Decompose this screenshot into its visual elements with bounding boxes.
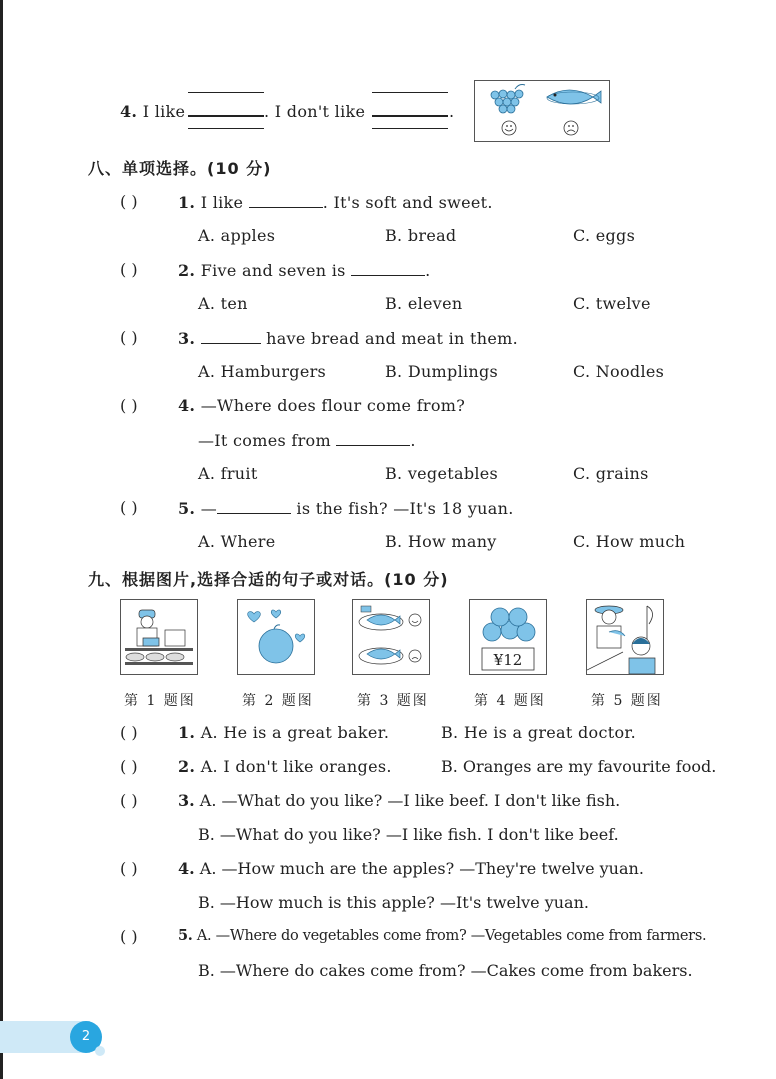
s8-q4-line2 xyxy=(198,430,416,450)
answer-bracket[interactable]: ( ) xyxy=(120,927,138,946)
option-b[interactable]: B. —Where do cakes come from? —Cakes come from bakers. xyxy=(198,961,693,980)
q4-text2: . I don't like xyxy=(264,102,366,121)
caption-5: 第 5 题图 xyxy=(591,693,663,709)
stem-post: . It's soft and sweet. xyxy=(322,193,493,212)
option-b[interactable]: B. eleven xyxy=(385,294,463,313)
stem-pre: I like xyxy=(200,193,244,212)
q4-text1: I like xyxy=(142,102,186,121)
stem-pre: —Where does flour come from? xyxy=(200,396,466,415)
s8-q1-stem xyxy=(178,192,493,212)
q4-number: 4. xyxy=(120,102,138,121)
s8-q3-stem xyxy=(178,328,518,348)
beef-fish-icon xyxy=(353,600,429,674)
option-a: A. —Where do vegetables come from? —Vegetables come from farmers. xyxy=(196,928,707,944)
page-number: 2 xyxy=(70,1021,102,1053)
fill-blank[interactable] xyxy=(217,498,291,514)
footer-dot xyxy=(95,1046,105,1056)
fill-blank[interactable] xyxy=(249,192,323,208)
stem-line2-post: . xyxy=(410,431,416,450)
fill-blank[interactable] xyxy=(351,260,425,276)
option-b[interactable]: B. Dumplings xyxy=(385,362,499,381)
s9-q4-a[interactable] xyxy=(178,859,644,878)
apples-icon xyxy=(470,600,546,674)
question-number: 4. xyxy=(178,859,195,878)
apples-picture xyxy=(469,599,547,675)
option-b[interactable]: B. bread xyxy=(385,226,457,245)
answer-bracket[interactable]: ( ) xyxy=(120,859,138,878)
answer-bracket[interactable]: ( ) xyxy=(120,396,138,415)
baker-picture xyxy=(120,599,198,675)
answer-line xyxy=(188,92,264,93)
price-tag: ¥12 xyxy=(493,651,523,669)
option-b[interactable]: B. —What do you like? —I like fish. I don't like beef. xyxy=(198,825,619,844)
stem-post: have bread and meat in them. xyxy=(266,329,518,348)
question-number: 2. xyxy=(178,261,196,280)
option-a[interactable]: A. fruit xyxy=(198,464,258,483)
answer-line xyxy=(188,115,264,117)
option-c[interactable]: C. twelve xyxy=(573,294,651,313)
stem-line2-pre: —It comes from xyxy=(198,431,331,450)
farmer-picture xyxy=(586,599,664,675)
s8-q5-stem xyxy=(178,498,514,518)
stem-pre: Five and seven is xyxy=(200,261,346,280)
question-number: 2. xyxy=(178,757,196,776)
answer-bracket[interactable]: ( ) xyxy=(120,498,138,517)
s9-q2-a[interactable] xyxy=(178,757,392,776)
orange-picture xyxy=(237,599,315,675)
question-number: 4. xyxy=(178,396,196,415)
option-c[interactable]: C. Noodles xyxy=(573,362,665,381)
stem-post: . xyxy=(425,261,431,280)
option-b[interactable]: B. —How much is this apple? —It's twelve yuan. xyxy=(198,893,589,912)
option-a: A. He is a great baker. xyxy=(200,723,390,742)
orange-hearts-icon xyxy=(238,600,314,674)
s8-q4-stem xyxy=(178,396,465,415)
question-number: 5. xyxy=(178,499,196,518)
answer-line xyxy=(188,128,264,129)
option-a: A. I don't like oranges. xyxy=(200,757,392,776)
caption-3: 第 3 题图 xyxy=(357,693,429,709)
answer-bracket[interactable]: ( ) xyxy=(120,723,138,742)
option-c[interactable]: C. grains xyxy=(573,464,649,483)
baker-icon xyxy=(121,600,197,674)
option-a[interactable]: A. apples xyxy=(198,226,276,245)
section8-title: 八、单项选择。(10 分) xyxy=(88,159,272,178)
fill-blank[interactable] xyxy=(201,328,261,344)
answer-bracket[interactable]: ( ) xyxy=(120,757,138,776)
answer-bracket[interactable]: ( ) xyxy=(120,791,138,810)
option-a: A. —How much are the apples? —They're twelve yuan. xyxy=(199,859,644,878)
section9-title: 九、根据图片,选择合适的句子或对话。(10 分) xyxy=(88,570,449,589)
stem-post: is the fish? —It's 18 yuan. xyxy=(296,499,514,518)
s8-q2-stem xyxy=(178,260,430,280)
grapes-fish-picture xyxy=(474,80,610,142)
answer-line xyxy=(372,115,448,117)
option-a: A. —What do you like? —I like beef. I don't like fish. xyxy=(199,791,621,810)
question-number: 5. xyxy=(178,927,193,944)
answer-line xyxy=(372,92,448,93)
option-b[interactable]: B. vegetables xyxy=(385,464,499,483)
stem-pre: — xyxy=(200,499,218,518)
caption-4: 第 4 题图 xyxy=(474,693,546,709)
answer-bracket[interactable]: ( ) xyxy=(120,260,138,279)
question-number: 1. xyxy=(178,723,196,742)
option-b[interactable]: B. How many xyxy=(385,532,497,551)
q4-top-line xyxy=(120,102,185,121)
option-c[interactable]: C. eggs xyxy=(573,226,636,245)
question-number: 3. xyxy=(178,791,195,810)
option-c[interactable]: C. How much xyxy=(573,532,686,551)
caption-2: 第 2 题图 xyxy=(242,693,314,709)
option-b[interactable]: B. He is a great doctor. xyxy=(441,723,636,742)
s9-q3-a[interactable] xyxy=(178,791,620,810)
option-a[interactable]: A. ten xyxy=(198,294,248,313)
answer-bracket[interactable]: ( ) xyxy=(120,192,138,211)
farmer-boy-icon xyxy=(587,600,663,674)
answer-bracket[interactable]: ( ) xyxy=(120,328,138,347)
option-b[interactable]: B. Oranges are my favourite food. xyxy=(441,757,717,776)
beef-fish-picture xyxy=(352,599,430,675)
option-a[interactable]: A. Where xyxy=(198,532,276,551)
q4-end: . xyxy=(449,102,455,121)
question-number: 3. xyxy=(178,329,196,348)
grapes-fish-icon xyxy=(475,81,609,141)
option-a[interactable]: A. Hamburgers xyxy=(198,362,327,381)
answer-line xyxy=(372,128,448,129)
fill-blank[interactable] xyxy=(336,430,410,446)
page-left-border xyxy=(0,0,3,1079)
s9-q5-a[interactable] xyxy=(178,927,706,944)
question-number: 1. xyxy=(178,193,196,212)
s9-q1-a[interactable] xyxy=(178,723,389,742)
caption-1: 第 1 题图 xyxy=(124,693,196,709)
